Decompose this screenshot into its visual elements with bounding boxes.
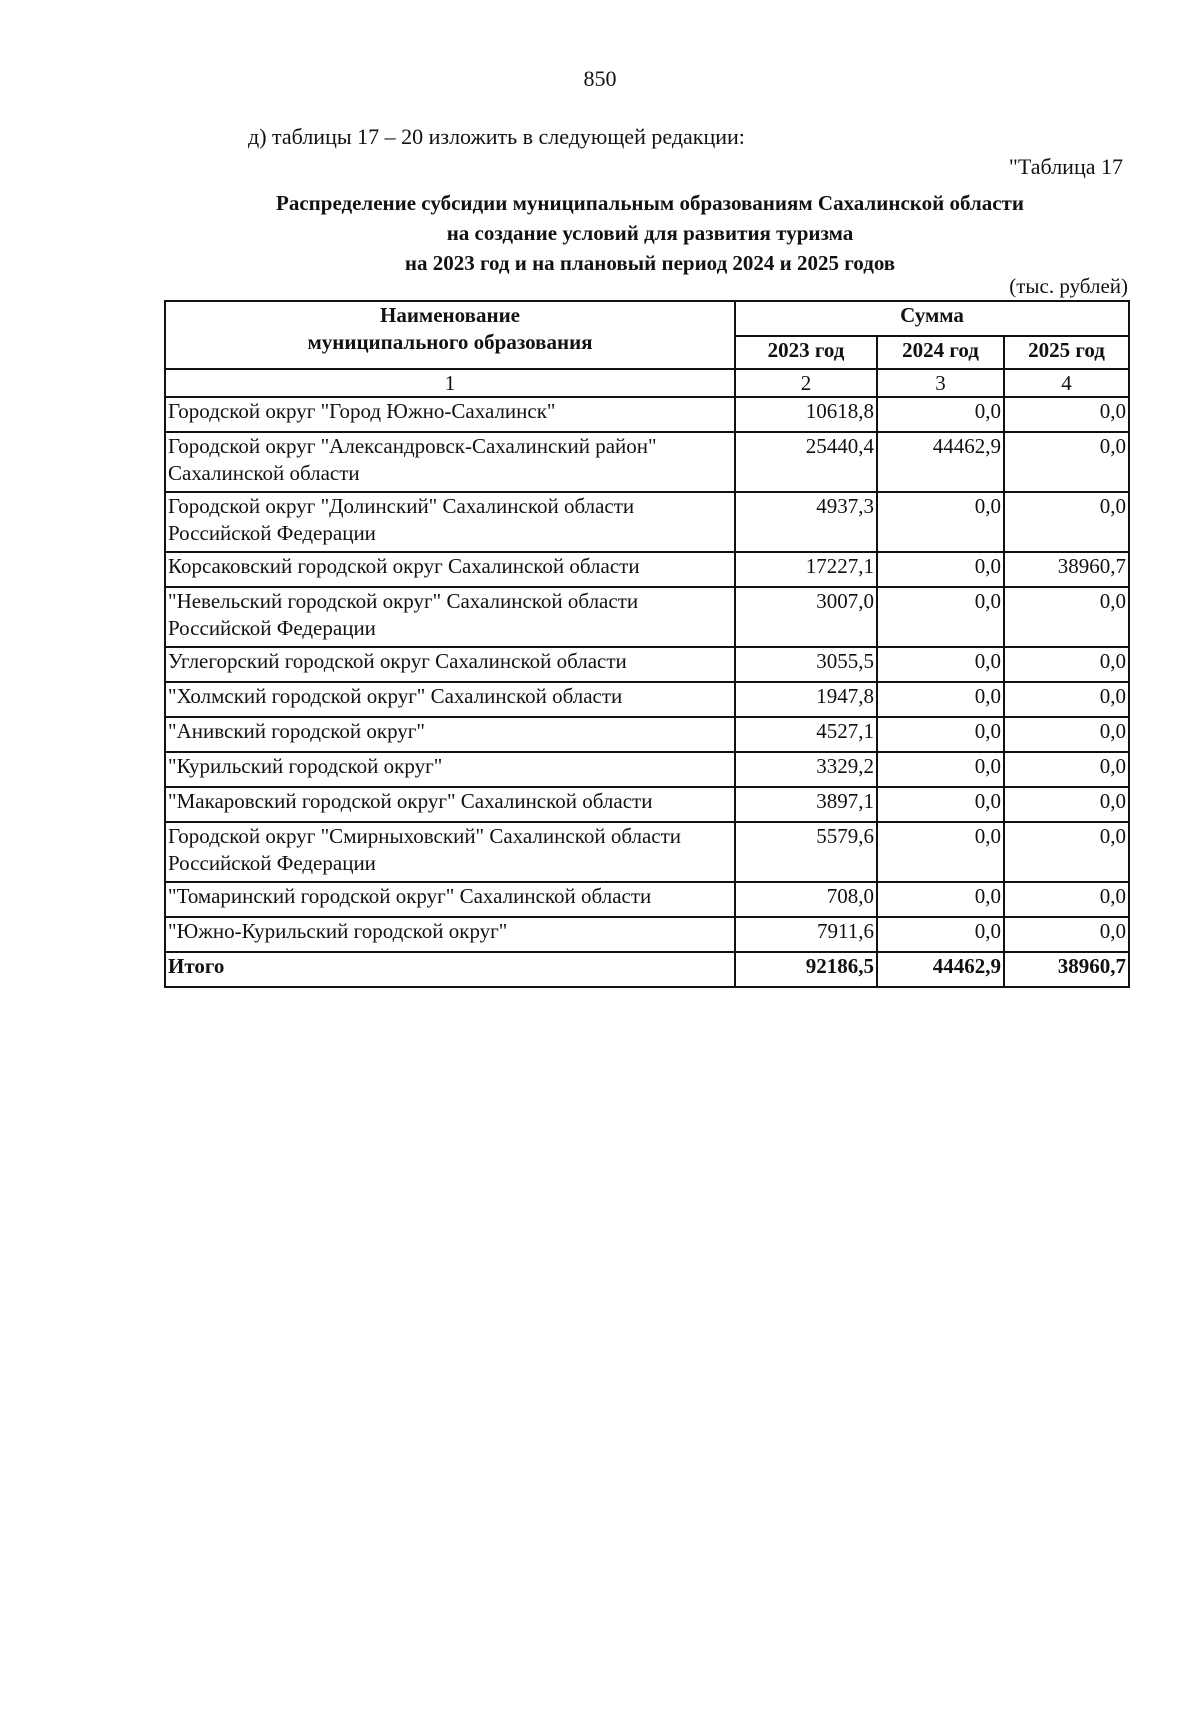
municipality-name: Городской округ "Долинский" Сахалинской области Российской Федерации [165,492,735,552]
amount-2023: 3329,2 [735,752,877,787]
table-row [165,717,1129,752]
title-line-1: Распределение субсидии муниципальным образованиям Сахалинской области [276,191,1024,215]
header-year-2024: 2024 год [877,336,1004,369]
column-number: 4 [1004,369,1129,397]
amount-2025: 0,0 [1004,882,1129,917]
municipality-name: Корсаковский городской округ Сахалинской области [165,552,735,587]
table-label: "Таблица 17 [1008,154,1123,179]
amount-2025: 0,0 [1004,647,1129,682]
table-row [165,587,1129,647]
total-2025: 38960,7 [1004,952,1129,987]
amount-2023: 7911,6 [735,917,877,952]
header-year-2025: 2025 год [1004,336,1129,369]
table-row [165,787,1129,822]
amount-2024: 0,0 [877,822,1004,882]
municipality-name: Городской округ "Город Южно-Сахалинск" [165,397,735,432]
amount-2025: 0,0 [1004,717,1129,752]
title-line-2: на создание условий для развития туризма [446,221,854,245]
municipality-name: "Холмский городской округ" Сахалинской области [165,682,735,717]
municipality-name: Городской округ "Александровск-Сахалинский район" Сахалинской области [165,432,735,492]
amount-2024: 0,0 [877,647,1004,682]
table-row [165,552,1129,587]
total-2024: 44462,9 [877,952,1004,987]
amount-2024: 0,0 [877,752,1004,787]
column-number: 2 [735,369,877,397]
amount-2023: 10618,8 [735,397,877,432]
amount-2024: 0,0 [877,552,1004,587]
amount-2024: 0,0 [877,882,1004,917]
subsidy-table [164,300,1130,988]
table-row [165,882,1129,917]
table-row [165,917,1129,952]
header-name-line-2: муниципального образования [307,330,593,354]
unit-label: (тыс. рублей) [1009,274,1128,298]
page-number: 850 [583,66,617,91]
municipality-name: Углегорский городской округ Сахалинской области [165,647,735,682]
header-sum: Сумма [735,301,1129,336]
municipality-name: "Анивский городской округ" [165,717,735,752]
municipality-name: "Курильский городской округ" [165,752,735,787]
title-line-3: на 2023 год и на плановый период 2024 и 2025 годов [404,251,896,275]
column-number: 1 [165,369,735,397]
amount-2023: 17227,1 [735,552,877,587]
amount-2025: 38960,7 [1004,552,1129,587]
intro-text: д) таблицы 17 – 20 изложить в следующей редакции: [248,124,745,149]
amount-2023: 708,0 [735,882,877,917]
municipality-name: Городской округ "Смирныховский" Сахалинской области Российской Федерации [165,822,735,882]
amount-2023: 3055,5 [735,647,877,682]
total-label: Итого [165,952,735,987]
municipality-name: "Невельский городской округ" Сахалинской области Российской Федерации [165,587,735,647]
document-title [100,188,1200,278]
amount-2025: 0,0 [1004,822,1129,882]
table-row [165,752,1129,787]
amount-2025: 0,0 [1004,492,1129,552]
amount-2023: 25440,4 [735,432,877,492]
table-row [165,647,1129,682]
amount-2025: 0,0 [1004,587,1129,647]
amount-2025: 0,0 [1004,682,1129,717]
amount-2024: 0,0 [877,397,1004,432]
amount-2024: 0,0 [877,787,1004,822]
amount-2025: 0,0 [1004,787,1129,822]
amount-2024: 0,0 [877,492,1004,552]
table-row [165,492,1129,552]
amount-2023: 3897,1 [735,787,877,822]
municipality-name: "Томаринский городской округ" Сахалинской области [165,882,735,917]
amount-2025: 0,0 [1004,917,1129,952]
municipality-name: "Южно-Курильский городской округ" [165,917,735,952]
table-row [165,432,1129,492]
amount-2023: 3007,0 [735,587,877,647]
table-row [165,822,1129,882]
amount-2024: 0,0 [877,717,1004,752]
amount-2025: 0,0 [1004,752,1129,787]
amount-2023: 4527,1 [735,717,877,752]
amount-2023: 5579,6 [735,822,877,882]
amount-2023: 4937,3 [735,492,877,552]
header-year-2023: 2023 год [735,336,877,369]
total-row [165,952,1129,987]
column-numbering-row [165,369,1129,397]
total-2023: 92186,5 [735,952,877,987]
municipality-name: "Макаровский городской округ" Сахалинской области [165,787,735,822]
amount-2024: 0,0 [877,587,1004,647]
column-number: 3 [877,369,1004,397]
header-name [165,301,735,369]
table-row [165,397,1129,432]
amount-2024: 44462,9 [877,432,1004,492]
amount-2025: 0,0 [1004,432,1129,492]
amount-2024: 0,0 [877,682,1004,717]
table-row [165,682,1129,717]
amount-2023: 1947,8 [735,682,877,717]
amount-2024: 0,0 [877,917,1004,952]
amount-2025: 0,0 [1004,397,1129,432]
header-name-line-1: Наименование [380,303,520,327]
